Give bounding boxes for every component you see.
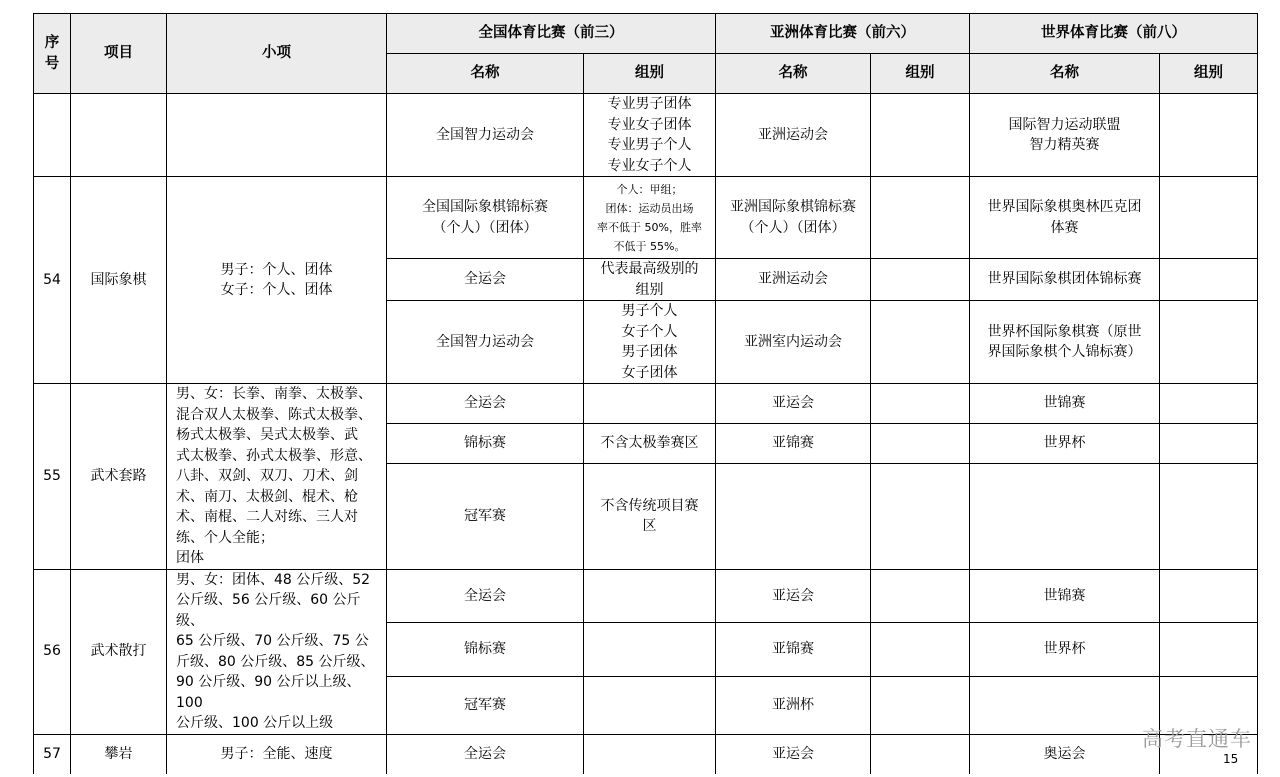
header-world-name: 名称 — [970, 54, 1160, 94]
table-row — [34, 94, 1258, 177]
cell-national-group: 不含传统项目赛 区 — [584, 464, 716, 569]
cell-national-name: 冠军赛 — [387, 464, 584, 569]
cell-world-group — [1160, 94, 1258, 177]
cell-sub: 男、女：长拳、南拳、太极拳、 混合双人太极拳、陈式太极拳、 杨式太极拳、吴式太极拳、武 式太极拳、孙式太极拳、形意、 八卦、双剑、双刀、刀术、剑 术、南刀、太极剑、棍术、枪 术、南棍、二人对练、三人对 练、个人全能； 团体 — [167, 384, 387, 570]
header-asian: 亚洲体育比赛（前六） — [716, 14, 970, 54]
cell-national-name: 全运会 — [387, 569, 584, 623]
cell-world-name: 世界杯国际象棋赛（原世 界国际象棋个人锦标赛） — [970, 301, 1160, 384]
cell-world-group — [1160, 301, 1258, 384]
cell-asian-group — [871, 734, 970, 774]
header-world-group: 组别 — [1160, 54, 1258, 94]
cell-national-group — [584, 734, 716, 774]
cell-world-name: 世界国际象棋奥林匹克团 体赛 — [970, 177, 1160, 259]
header-item: 项目 — [71, 14, 167, 94]
cell-national-group: 专业男子团体 专业女子团体 专业男子个人 专业女子个人 — [584, 94, 716, 177]
cell-sub: 男子：个人、团体 女子：个人、团体 — [167, 177, 387, 384]
cell-item: 武术套路 — [71, 384, 167, 570]
cell-world-name: 世界杯 — [970, 623, 1160, 677]
cell-world-name: 国际智力运动联盟 智力精英赛 — [970, 94, 1160, 177]
cell-national-group: 不含太极拳赛区 — [584, 424, 716, 464]
watermark: 高考直通车 — [1142, 727, 1252, 751]
cell-asian-name: 亚洲运动会 — [716, 259, 871, 301]
header-world: 世界体育比赛（前八） — [970, 14, 1258, 54]
cell-asian-name: 亚洲运动会 — [716, 94, 871, 177]
cell-national-name: 全运会 — [387, 384, 584, 424]
cell-item: 国际象棋 — [71, 177, 167, 384]
cell-world-name: 奥运会 — [970, 734, 1160, 774]
cell-asian-group — [871, 94, 970, 177]
cell-national-name: 锦标赛 — [387, 424, 584, 464]
table-row — [34, 734, 1258, 774]
cell-seq: 54 — [34, 177, 71, 384]
cell-sub: 男子：全能、速度 — [167, 734, 387, 774]
cell-world-name — [970, 676, 1160, 734]
header-asian-group: 组别 — [871, 54, 970, 94]
header-national: 全国体育比赛（前三） — [387, 14, 716, 54]
sports-competition-table — [33, 13, 1258, 774]
cell-asian-group — [871, 177, 970, 259]
table-row — [34, 177, 1258, 259]
cell-asian-name: 亚锦赛 — [716, 424, 871, 464]
cell-national-group: 男子个人 女子个人 男子团体 女子团体 — [584, 301, 716, 384]
cell-world-group — [1160, 424, 1258, 464]
cell-world-name: 世界杯 — [970, 424, 1160, 464]
cell-item: 攀岩 — [71, 734, 167, 774]
cell-world-group — [1160, 623, 1258, 677]
cell-world-name: 世锦赛 — [970, 384, 1160, 424]
cell-asian-group — [871, 424, 970, 464]
header-sub: 小项 — [167, 14, 387, 94]
cell-world-group — [1160, 384, 1258, 424]
cell-asian-group — [871, 623, 970, 677]
cell-national-group — [584, 623, 716, 677]
header-national-name: 名称 — [387, 54, 584, 94]
cell-seq: 57 — [34, 734, 71, 774]
cell-world-group — [1160, 177, 1258, 259]
header-seq: 序 号 — [34, 14, 71, 94]
cell-national-name: 全国智力运动会 — [387, 94, 584, 177]
table-row — [34, 384, 1258, 424]
cell-world-group — [1160, 259, 1258, 301]
cell-asian-name: 亚运会 — [716, 734, 871, 774]
cell-national-name: 全运会 — [387, 259, 584, 301]
cell-sub: 男、女：团体、48 公斤级、52 公斤级、56 公斤级、60 公斤级、 65 公斤级、70 公斤级、75 公 斤级、80 公斤级、85 公斤级、 90 公斤级、90 公斤以上级、100 公斤级、100 公斤以上级 — [167, 569, 387, 734]
cell-world-group — [1160, 569, 1258, 623]
cell-national-name: 锦标赛 — [387, 623, 584, 677]
cell-world-name — [970, 464, 1160, 569]
cell-asian-group — [871, 259, 970, 301]
cell-sub — [167, 94, 387, 177]
cell-world-name: 世锦赛 — [970, 569, 1160, 623]
cell-asian-name: 亚运会 — [716, 569, 871, 623]
cell-seq: 55 — [34, 384, 71, 570]
cell-asian-group — [871, 384, 970, 424]
cell-national-name: 全运会 — [387, 734, 584, 774]
cell-national-group — [584, 384, 716, 424]
cell-item — [71, 94, 167, 177]
cell-national-group — [584, 676, 716, 734]
cell-asian-group — [871, 301, 970, 384]
cell-item: 武术散打 — [71, 569, 167, 734]
cell-asian-name: 亚运会 — [716, 384, 871, 424]
cell-national-name: 冠军赛 — [387, 676, 584, 734]
cell-national-name: 全国国际象棋锦标赛 （个人）（团体） — [387, 177, 584, 259]
cell-seq: 56 — [34, 569, 71, 734]
table-row — [34, 569, 1258, 623]
cell-asian-name — [716, 464, 871, 569]
cell-asian-name: 亚洲室内运动会 — [716, 301, 871, 384]
cell-asian-name: 亚锦赛 — [716, 623, 871, 677]
cell-national-group: 个人：甲组； 团体：运动员出场 率不低于 50%，胜率 不低于 55%。 — [584, 177, 716, 259]
cell-asian-name: 亚洲国际象棋锦标赛 （个人）（团体） — [716, 177, 871, 259]
header-national-group: 组别 — [584, 54, 716, 94]
cell-asian-group — [871, 676, 970, 734]
cell-asian-group — [871, 464, 970, 569]
cell-national-group — [584, 569, 716, 623]
cell-asian-group — [871, 569, 970, 623]
cell-world-group — [1160, 464, 1258, 569]
cell-asian-name: 亚洲杯 — [716, 676, 871, 734]
cell-world-name: 世界国际象棋团体锦标赛 — [970, 259, 1160, 301]
cell-national-name: 全国智力运动会 — [387, 301, 584, 384]
header-asian-name: 名称 — [716, 54, 871, 94]
cell-national-group: 代表最高级别的 组别 — [584, 259, 716, 301]
page-number: 15 — [1223, 752, 1239, 766]
cell-seq — [34, 94, 71, 177]
